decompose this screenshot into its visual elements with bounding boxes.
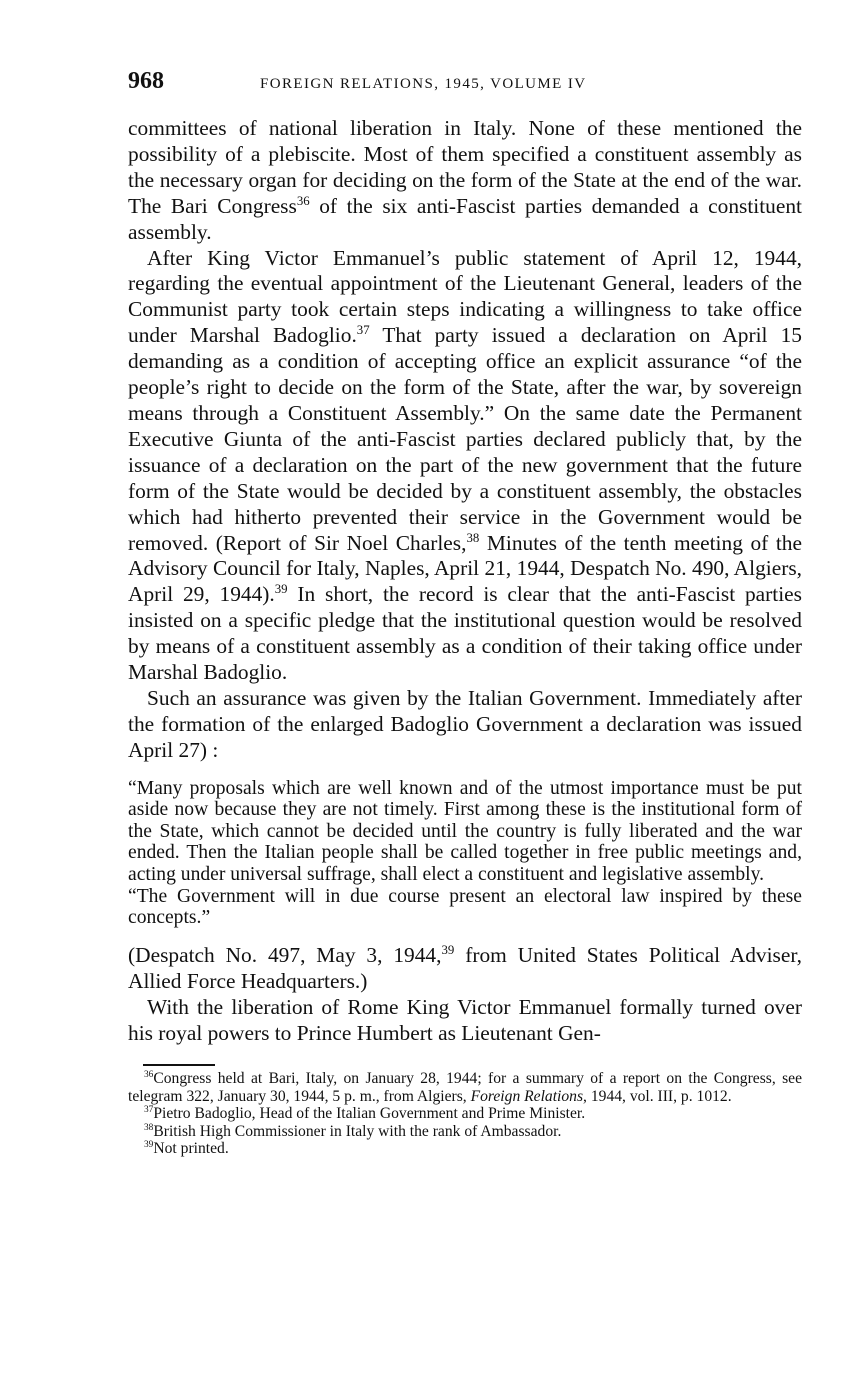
footnote-36-text-a: Congress held at Bari, Italy, on January 28, 1944; for a summary of a report on the Congress, see telegram 322, January 30, 1944, 5 p. m., from Algiers, [128, 1070, 802, 1105]
paragraph-2-text-d: In short, the record is clear that the anti-Fascist parties insisted on a specific pledge that the institutional question would be resolved by means of a constituent assembly as a condition of their taking office under Marshal Badoglio. [128, 582, 803, 685]
footnote-38-number: 38 [144, 1122, 154, 1133]
footnote-37-number: 37 [144, 1105, 154, 1116]
footnotes [128, 1070, 802, 1157]
footnote-38 [128, 1123, 802, 1140]
footnote-39 [128, 1140, 802, 1157]
footnote-37-text: Pietro Badoglio, Head of the Italian Government and Prime Minister. [153, 1105, 586, 1123]
paragraph-1 [128, 116, 802, 246]
footnote-39-text: Not printed. [153, 1140, 229, 1158]
document-page [128, 68, 802, 1157]
running-title: FOREIGN RELATIONS, 1945, VOLUME IV [260, 76, 587, 92]
footnote-36 [128, 1070, 802, 1105]
footnote-ref-37: 37 [356, 323, 370, 338]
footnote-36-text-b: , 1944, vol. III, p. 1012. [583, 1087, 732, 1105]
paragraph-2 [128, 246, 802, 686]
paragraph-4 [128, 943, 802, 995]
paragraph-2-text-b: That party issued a declaration on April 15 demanding as a condition of accepting office an explicit assurance “of the people’s right to decide on the form of the State, after the war, by sovereign means through a Constituent Assembly.” On the same date the Permanent Executive Giunta of the anti-Fascist parties declared publicly that, by the issuance of a declaration on the part of the new government that the future form of the State would be decided by a constituent assembly, the obstacles which had hitherto prevented their service in the Government would be removed. (Report of Sir Noel Charles, [128, 323, 802, 555]
footnote-36-italic: Foreign Relations [470, 1087, 584, 1105]
page-number: 968 [128, 68, 164, 94]
paragraph-4-text-b: from United States Political Adviser, Allied Force Headquarters.) [128, 942, 802, 993]
paragraph-2-text-c: Minutes of the tenth meeting of the Advisory Council for Italy, Naples, April 21, 1944, Despatch No. 490, Algiers, April 29, 1944). [128, 530, 802, 607]
footnote-38-text: British High Commissioner in Italy with the rank of Ambassador. [153, 1122, 562, 1140]
footnote-36-number: 36 [144, 1070, 154, 1081]
paragraph-3: Such an assurance was given by the Italian Government. Immediately after the formation of the enlarged Badoglio Government a declaration was issued April 27) : [128, 685, 802, 762]
paragraph-2-text-a: After King Victor Emmanuel’s public statement of April 12, 1944, regarding the eventual appointment of the Lieutenant General, leaders of the Communist party took certain steps indicating a willingness to take office under Marshal Badoglio. [128, 245, 802, 348]
paragraph-5: With the liberation of Rome King Victor Emmanuel formally turned over his royal powers to Prince Humbert as Lieutenant Gen- [128, 994, 802, 1045]
footnote-ref-38: 38 [466, 530, 480, 545]
footnote-39-number: 39 [144, 1139, 154, 1150]
footnote-ref-39: 39 [274, 582, 288, 597]
paragraph-4-text-a: (Despatch No. 497, May 3, 1944, [128, 942, 442, 967]
footnote-divider [143, 1064, 215, 1066]
paragraph-1-text-a: committees of national liberation in Italy. None of these mentioned the possibility of a plebiscite. Most of them specified a constituent assembly as the necessary organ for deciding on the form of the State at the end of the war. The Bari Congress [128, 116, 802, 218]
footnote-ref-36: 36 [296, 193, 310, 208]
paragraph-1-text-b: of the six anti-Fascist parties demanded a constituent assembly. [128, 193, 803, 244]
footnote-37 [128, 1105, 802, 1122]
footnote-ref-39-second: 39 [441, 942, 455, 957]
quote-paragraph-2: “The Government will in due course present an electoral law inspired by these concepts.” [128, 885, 802, 929]
block-quote [128, 778, 802, 929]
quote-paragraph-1: “Many proposals which are well known and of the utmost importance must be put aside now because they are not timely. First among these is the institutional form of the State, which cannot be decided until the country is fully liberated and the war ended. Then the Italian people shall be called together in free public meetings and, acting under universal suffrage, shall elect a constituent and legislative assembly. [128, 777, 802, 886]
running-head [128, 68, 802, 108]
